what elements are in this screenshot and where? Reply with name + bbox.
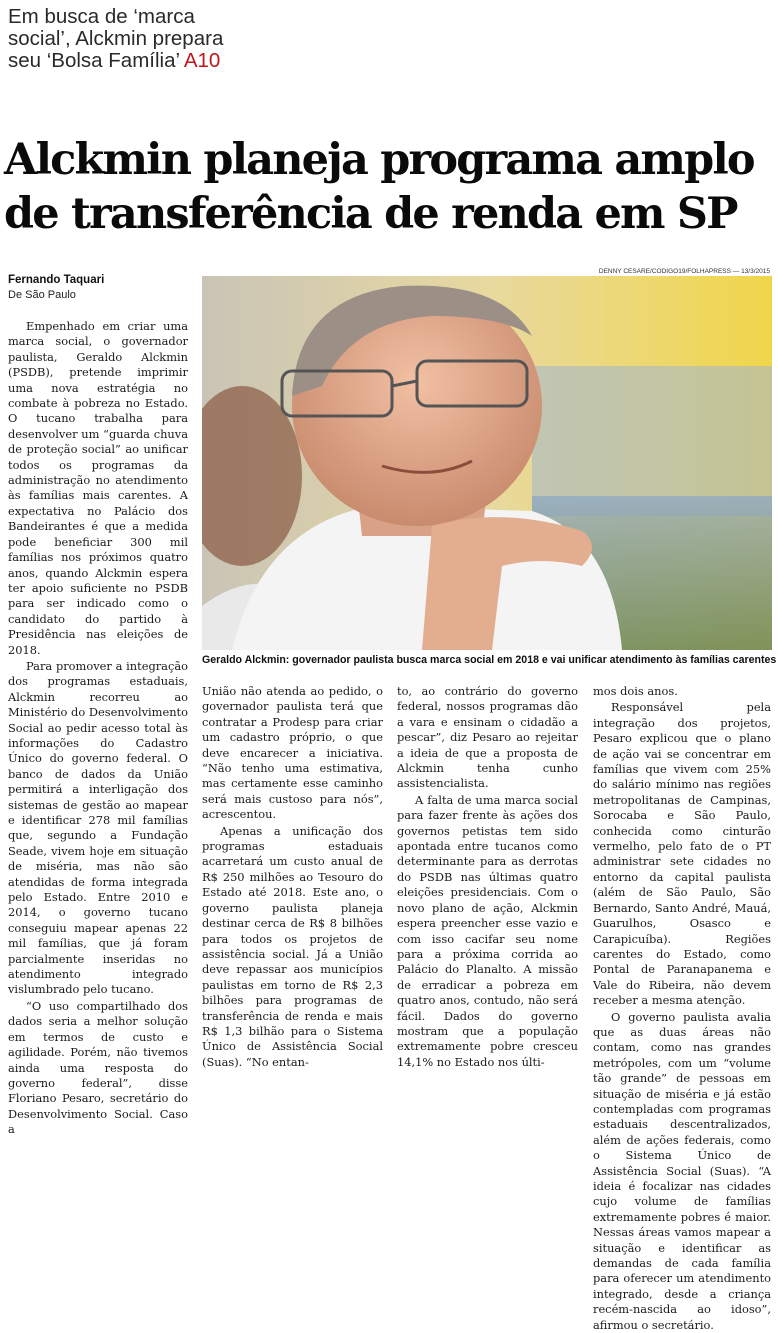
paragraph: Apenas a unificação dos programas estaduais acarretará um custo anual de R$ 250 milhões ao Tesouro do Estado até 2018. Este ano, o governo paulista planeja destinar cerca de R$ 8 bilhões para todos os projetos de assistência social. Já a União deve repassar aos municípios paulistas em torno de R$ 2,3 bilhões para programas de transferência de renda e mais R$ 1,3 bilhão para o Sistema Único de Assistência Social (Suas). “No entan- (202, 823, 383, 1069)
byline-author: Fernando Taquari (8, 274, 105, 286)
article-column-4 (593, 684, 771, 1333)
article-photo (202, 276, 772, 650)
paragraph: Empenhado em criar uma marca social, o governador paulista, Geraldo Alckmin (PSDB), pretende imprimir uma nova estratégia no combate à pobreza no Estado. O tucano trabalha para desenvolver um “guarda chuva de proteção social” ao unificar todos os programas da administração no atendimento às famílias mais carentes. A expectativa no Palácio dos Bandeirantes é que a medida pode beneficiar 300 mil famílias nos próximos quatro anos, quando Alckmin espera ter apoio suficiente no PSDB para ser indicado como o candidato do partido à Presidência nas eleições de 2018. (8, 319, 188, 657)
article-column-3 (397, 684, 578, 1070)
photo-credit: DENNY CESARE/CODIGO19/FOLHAPRESS — 13/3/2015 (598, 268, 770, 275)
kicker-text: Em busca de ‘marca social’, Alckmin prepara seu ‘Bolsa Família’ (8, 5, 224, 72)
article-column-2 (202, 684, 383, 1070)
paragraph: “O uso compartilhado dos dados seria a melhor solução em termos de custo e agilidade. Porém, não tivemos ainda uma resposta do governo federal”, disse Floriano Pesaro, secretário do Desenvolvimento Social. Caso a (8, 998, 188, 1137)
paragraph: União não atenda ao pedido, o governador paulista terá que contratar a Prodesp para criar um cadastro próprio, o que deve encarecer a iniciativa. “Não tenho uma estimativa, mas certamente esse caminho será mais custoso para nós”, acrescentou. (202, 684, 383, 822)
paragraph: A falta de uma marca social para fazer frente às ações dos governos petistas tem sido apontada entre tucanos como determinante para as derrotas do PSDB nas últimas quatro eleições presidenciais. Com o novo plano de ação, Alckmin espera preencher esse vazio e com isso cacifar seu nome para a próxima corrida ao Palácio do Planalto. A missão de erradicar a pobreza em quatro anos, contudo, não será fácil. Dados do governo mostram que a população extremamente pobre cresceu 14,1% no Estado nos últi- (397, 792, 578, 1069)
paragraph: to, ao contrário do governo federal, nossos programas dão a vara e ensinam o cidadão a pescar”, diz Pesaro ao rejeitar a ideia de que a proposta de Alckmin tenha cunho assistencialista. (397, 684, 578, 791)
paragraph: Para promover a integração dos programas estaduais, Alckmin recorreu ao Ministério do Desenvolvimento Social ao pedir acesso total às informações do Cadastro Único do governo federal. O banco de dados da União permitirá a interligação dos sistemas de gestão ao mapear e identificar 278 mil famílias que, segundo a Fundação Seade, vivem hoje em situação de miséria, mas não são atendidas de forma integrada pelo Estado. Entre 2010 e 2014, o governo tucano conseguiu mapear apenas 22 mil famílias, que já foram parcialmente inseridas no atendimento integrado vislumbrado pelo tucano. (8, 658, 188, 997)
photo-caption: Geraldo Alckmin: governador paulista busca marca social em 2018 e vai unificar atendimento às famílias carentes (202, 654, 777, 666)
byline (8, 273, 104, 303)
kicker-teaser (8, 6, 238, 72)
portrait-illustration (202, 276, 772, 650)
paragraph: O governo paulista avalia que as duas áreas não contam, como nas grandes metrópoles, com um “volume tão grande” de pessoas em situação de miséria e já estão contempladas com programas estaduais descentralizados, além de ações federais, como o Sistema Único de Assistência Social (Suas). “A ideia é focalizar nas cidades cujo volume de famílias extremamente pobres é maior. Nessas áreas vamos mapear a situação e identificar as demandas de cada família para oferecer um atendimento integrado, desde a criança recém-nascida ao idoso”, afirmou o secretário. (593, 1009, 771, 1332)
paragraph: mos dois anos. (593, 684, 678, 698)
article-column-1 (8, 319, 188, 1138)
page-reference: A10 (183, 49, 221, 72)
headline: Alckmin planeja programa amplo de transferência de renda em SP (4, 135, 754, 239)
paragraph: Responsável pela integração dos projetos, Pesaro explicou que o plano de ação vai se concentrar em famílias que vivem com 25% do salário mínimo nas regiões metropolitanas de Campinas, Sorocaba e São Paulo, conhecida como cinturão vermelho, pelo fato de o PT administrar sete cidades no entorno da capital paulista (além de São Paulo, São Bernardo, Santo André, Mauá, Guarulhos, Osasco e Carapicuíba). Regiões carentes do Estado, como Pontal de Paranapanema e Vale do Ribeira, não devem receber a mesma atenção. (593, 700, 771, 1008)
byline-place: De São Paulo (8, 289, 76, 301)
